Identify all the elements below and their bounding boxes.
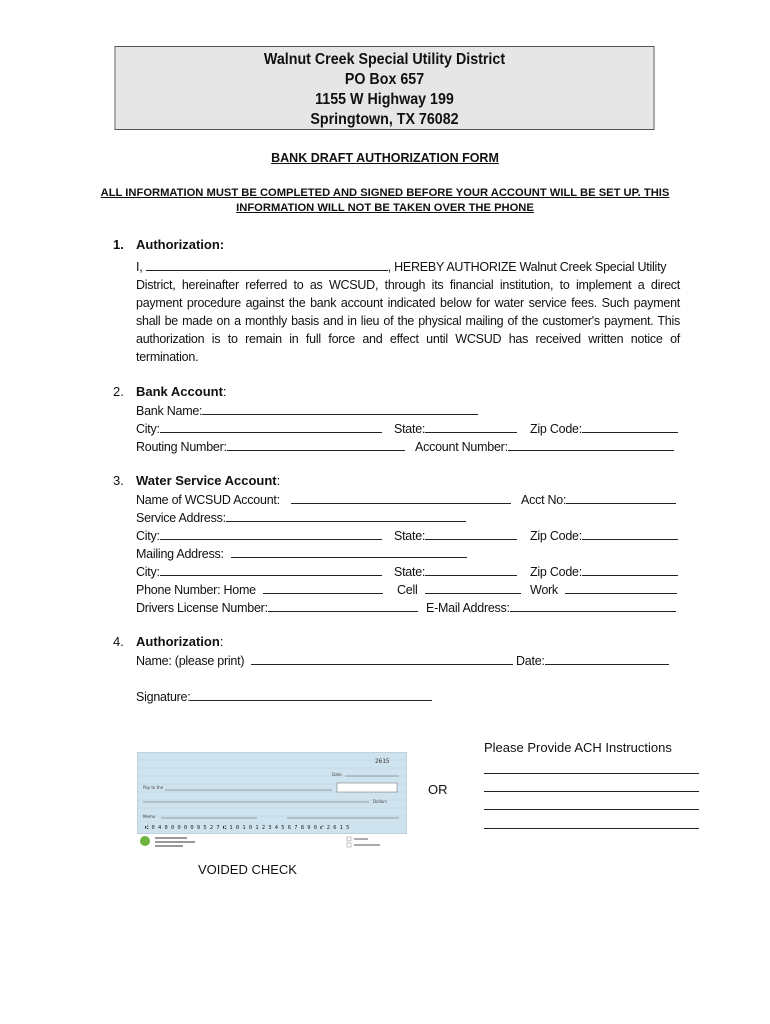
bank-state-field <box>394 420 517 436</box>
account-number-label: Account Number: <box>415 440 508 454</box>
mailing-zip-blank[interactable] <box>582 563 678 576</box>
district-city: Springtown, TX 76082 <box>310 111 459 128</box>
section1-heading: Authorization: <box>136 237 225 252</box>
check-memo-label: Memo <box>143 814 156 819</box>
mailing-state-field <box>394 563 517 579</box>
check-amount-box <box>337 783 397 792</box>
email-field <box>426 599 676 615</box>
signature-field <box>136 688 432 704</box>
mailing-address-field <box>136 545 467 561</box>
drivers-license-label: Drivers License Number: <box>136 601 268 615</box>
check-footer-text-2 <box>155 841 195 843</box>
home-phone-field <box>136 581 383 597</box>
bank-zip-label: Zip Code: <box>530 422 582 436</box>
print-name-label: Name: (please print) <box>136 654 245 668</box>
routing-number-field <box>136 438 405 454</box>
bank-city-field <box>136 420 382 436</box>
check-number: 2615 <box>375 758 390 765</box>
service-state-label: State: <box>394 529 426 543</box>
account-number-blank[interactable] <box>508 438 674 451</box>
check-footer-text-4 <box>354 838 368 840</box>
service-zip-field <box>530 527 678 543</box>
print-name-field <box>136 652 513 668</box>
authorization-body: District, hereinafter referred to as WCSUD, through its financial institution, to implement a direct payment procedure against the bank account indicated below for water service fees. Such payment shall be made on a monthly basis and in lieu of the physical mailing of the customer's payment. This authorization is to remain in full force and effect until WCSUD has received written notice of termination. <box>136 278 680 364</box>
district-name: Walnut Creek Special Utility District <box>263 51 506 68</box>
email-label: E-Mail Address: <box>426 601 510 615</box>
work-phone-label: Work <box>530 583 558 597</box>
service-address-label: Service Address: <box>136 511 226 525</box>
acct-no-label: Acct No: <box>521 493 567 507</box>
section4-heading <box>136 634 223 649</box>
voided-check-caption: VOIDED CHECK <box>198 862 297 877</box>
check-date-label: Date <box>332 772 342 777</box>
service-state-field <box>394 527 517 543</box>
routing-number-label: Routing Number: <box>136 440 227 454</box>
bank-city-label: City: <box>136 422 160 436</box>
check-footer-text-1 <box>155 837 187 839</box>
voided-check-image <box>137 752 407 848</box>
section4-heading-text: Authorization <box>136 634 220 649</box>
service-zip-label: Zip Code: <box>530 529 582 543</box>
signature-label: Signature: <box>136 690 191 704</box>
district-street: 1155 W Highway 199 <box>315 91 454 108</box>
drivers-license-field <box>136 599 418 615</box>
check-footer-text-3 <box>155 845 183 847</box>
bank-state-label: State: <box>394 422 426 436</box>
date-blank[interactable] <box>545 652 669 665</box>
ach-instructions-title: Please Provide ACH Instructions <box>484 740 672 755</box>
section2-heading <box>136 384 227 399</box>
email-blank[interactable] <box>510 599 676 612</box>
check-pay-label: Pay to the <box>143 785 164 790</box>
authorization-suffix: , HEREBY AUTHORIZE Walnut Creek Special Utility <box>387 260 667 274</box>
signature-blank[interactable] <box>190 688 432 701</box>
check-background <box>137 752 407 834</box>
mailing-city-field <box>136 563 382 579</box>
mailing-state-blank[interactable] <box>425 563 517 576</box>
mailing-state-label: State: <box>394 565 426 579</box>
drivers-license-blank[interactable] <box>268 599 418 612</box>
mailing-zip-field <box>530 563 678 579</box>
section2-number: 2. <box>113 384 124 399</box>
home-phone-blank[interactable] <box>263 581 383 594</box>
cell-phone-field <box>397 581 521 597</box>
acct-no-field <box>521 491 676 507</box>
account-number-field <box>415 438 674 454</box>
section3-heading-text: Water Service Account <box>136 473 277 488</box>
check-micr-line: ⑆ 0 4 0 0 0 0 0 9 5 2 7 ⑆ 1 0 1 0 1 2 3 4 5 6 7 8 9 0 ⑈ 2 6 1 5 <box>145 825 350 831</box>
service-city-field <box>136 527 382 543</box>
mailing-zip-label: Zip Code: <box>530 565 582 579</box>
check-footer-text-5 <box>354 844 380 846</box>
mailing-city-blank[interactable] <box>160 563 382 576</box>
account-name-blank[interactable] <box>291 491 511 504</box>
account-name-label: Name of WCSUD Account: <box>136 493 280 507</box>
mailing-address-label: Mailing Address: <box>136 547 224 561</box>
cell-phone-label: Cell <box>397 583 418 597</box>
bank-name-label: Bank Name: <box>136 404 203 418</box>
print-name-blank[interactable] <box>251 652 513 665</box>
bank-zip-field <box>530 420 678 436</box>
check-dollars-label: Dollars <box>373 799 387 804</box>
bank-name-field <box>136 402 478 418</box>
date-field <box>516 652 669 668</box>
section2-colon: : <box>222 384 227 399</box>
authorization-prefix: I, <box>136 260 143 274</box>
bank-zip-blank[interactable] <box>582 420 678 433</box>
routing-number-blank[interactable] <box>227 438 405 451</box>
work-phone-blank[interactable] <box>565 581 677 594</box>
ach-line-1[interactable] <box>484 773 699 774</box>
section4-colon: : <box>219 634 224 649</box>
ach-line-3[interactable] <box>484 809 699 810</box>
cell-phone-blank[interactable] <box>425 581 521 594</box>
form-title: BANK DRAFT AUTHORIZATION FORM <box>271 151 499 165</box>
service-address-field <box>136 509 466 525</box>
date-label: Date: <box>516 654 545 668</box>
account-name-field <box>136 491 511 507</box>
authorizer-name-blank[interactable] <box>146 258 388 271</box>
mailing-city-label: City: <box>136 565 160 579</box>
work-phone-field <box>530 581 677 597</box>
section2-heading-text: Bank Account <box>136 384 223 399</box>
district-po-box: PO Box 657 <box>344 71 425 88</box>
service-address-blank[interactable] <box>226 509 466 522</box>
section1-number: 1. <box>113 237 124 252</box>
section4-number: 4. <box>113 634 124 649</box>
notice-text: ALL INFORMATION MUST BE COMPLETED AND SIGNED BEFORE YOUR ACCOUNT WILL BE SET UP. THIS INFORMATION WILL NOT BE TAKEN OVER THE PHONE <box>100 187 670 214</box>
mailing-address-blank[interactable] <box>231 545 467 558</box>
home-phone-label: Phone Number: Home <box>136 583 256 597</box>
bank-name-blank[interactable] <box>202 402 478 415</box>
section3-number: 3. <box>113 473 124 488</box>
check-logo-icon <box>140 836 150 846</box>
section3-heading <box>136 473 280 488</box>
ach-line-4[interactable] <box>484 828 699 829</box>
ach-line-2[interactable] <box>484 791 699 792</box>
or-label: OR <box>428 782 448 797</box>
acct-no-blank[interactable] <box>566 491 676 504</box>
service-city-blank[interactable] <box>160 527 382 540</box>
district-header-box <box>114 46 654 130</box>
service-zip-blank[interactable] <box>582 527 678 540</box>
section3-colon: : <box>276 473 281 488</box>
bank-state-blank[interactable] <box>425 420 517 433</box>
service-city-label: City: <box>136 529 160 543</box>
service-state-blank[interactable] <box>425 527 517 540</box>
authorization-name-line <box>136 258 680 276</box>
bank-city-blank[interactable] <box>160 420 382 433</box>
